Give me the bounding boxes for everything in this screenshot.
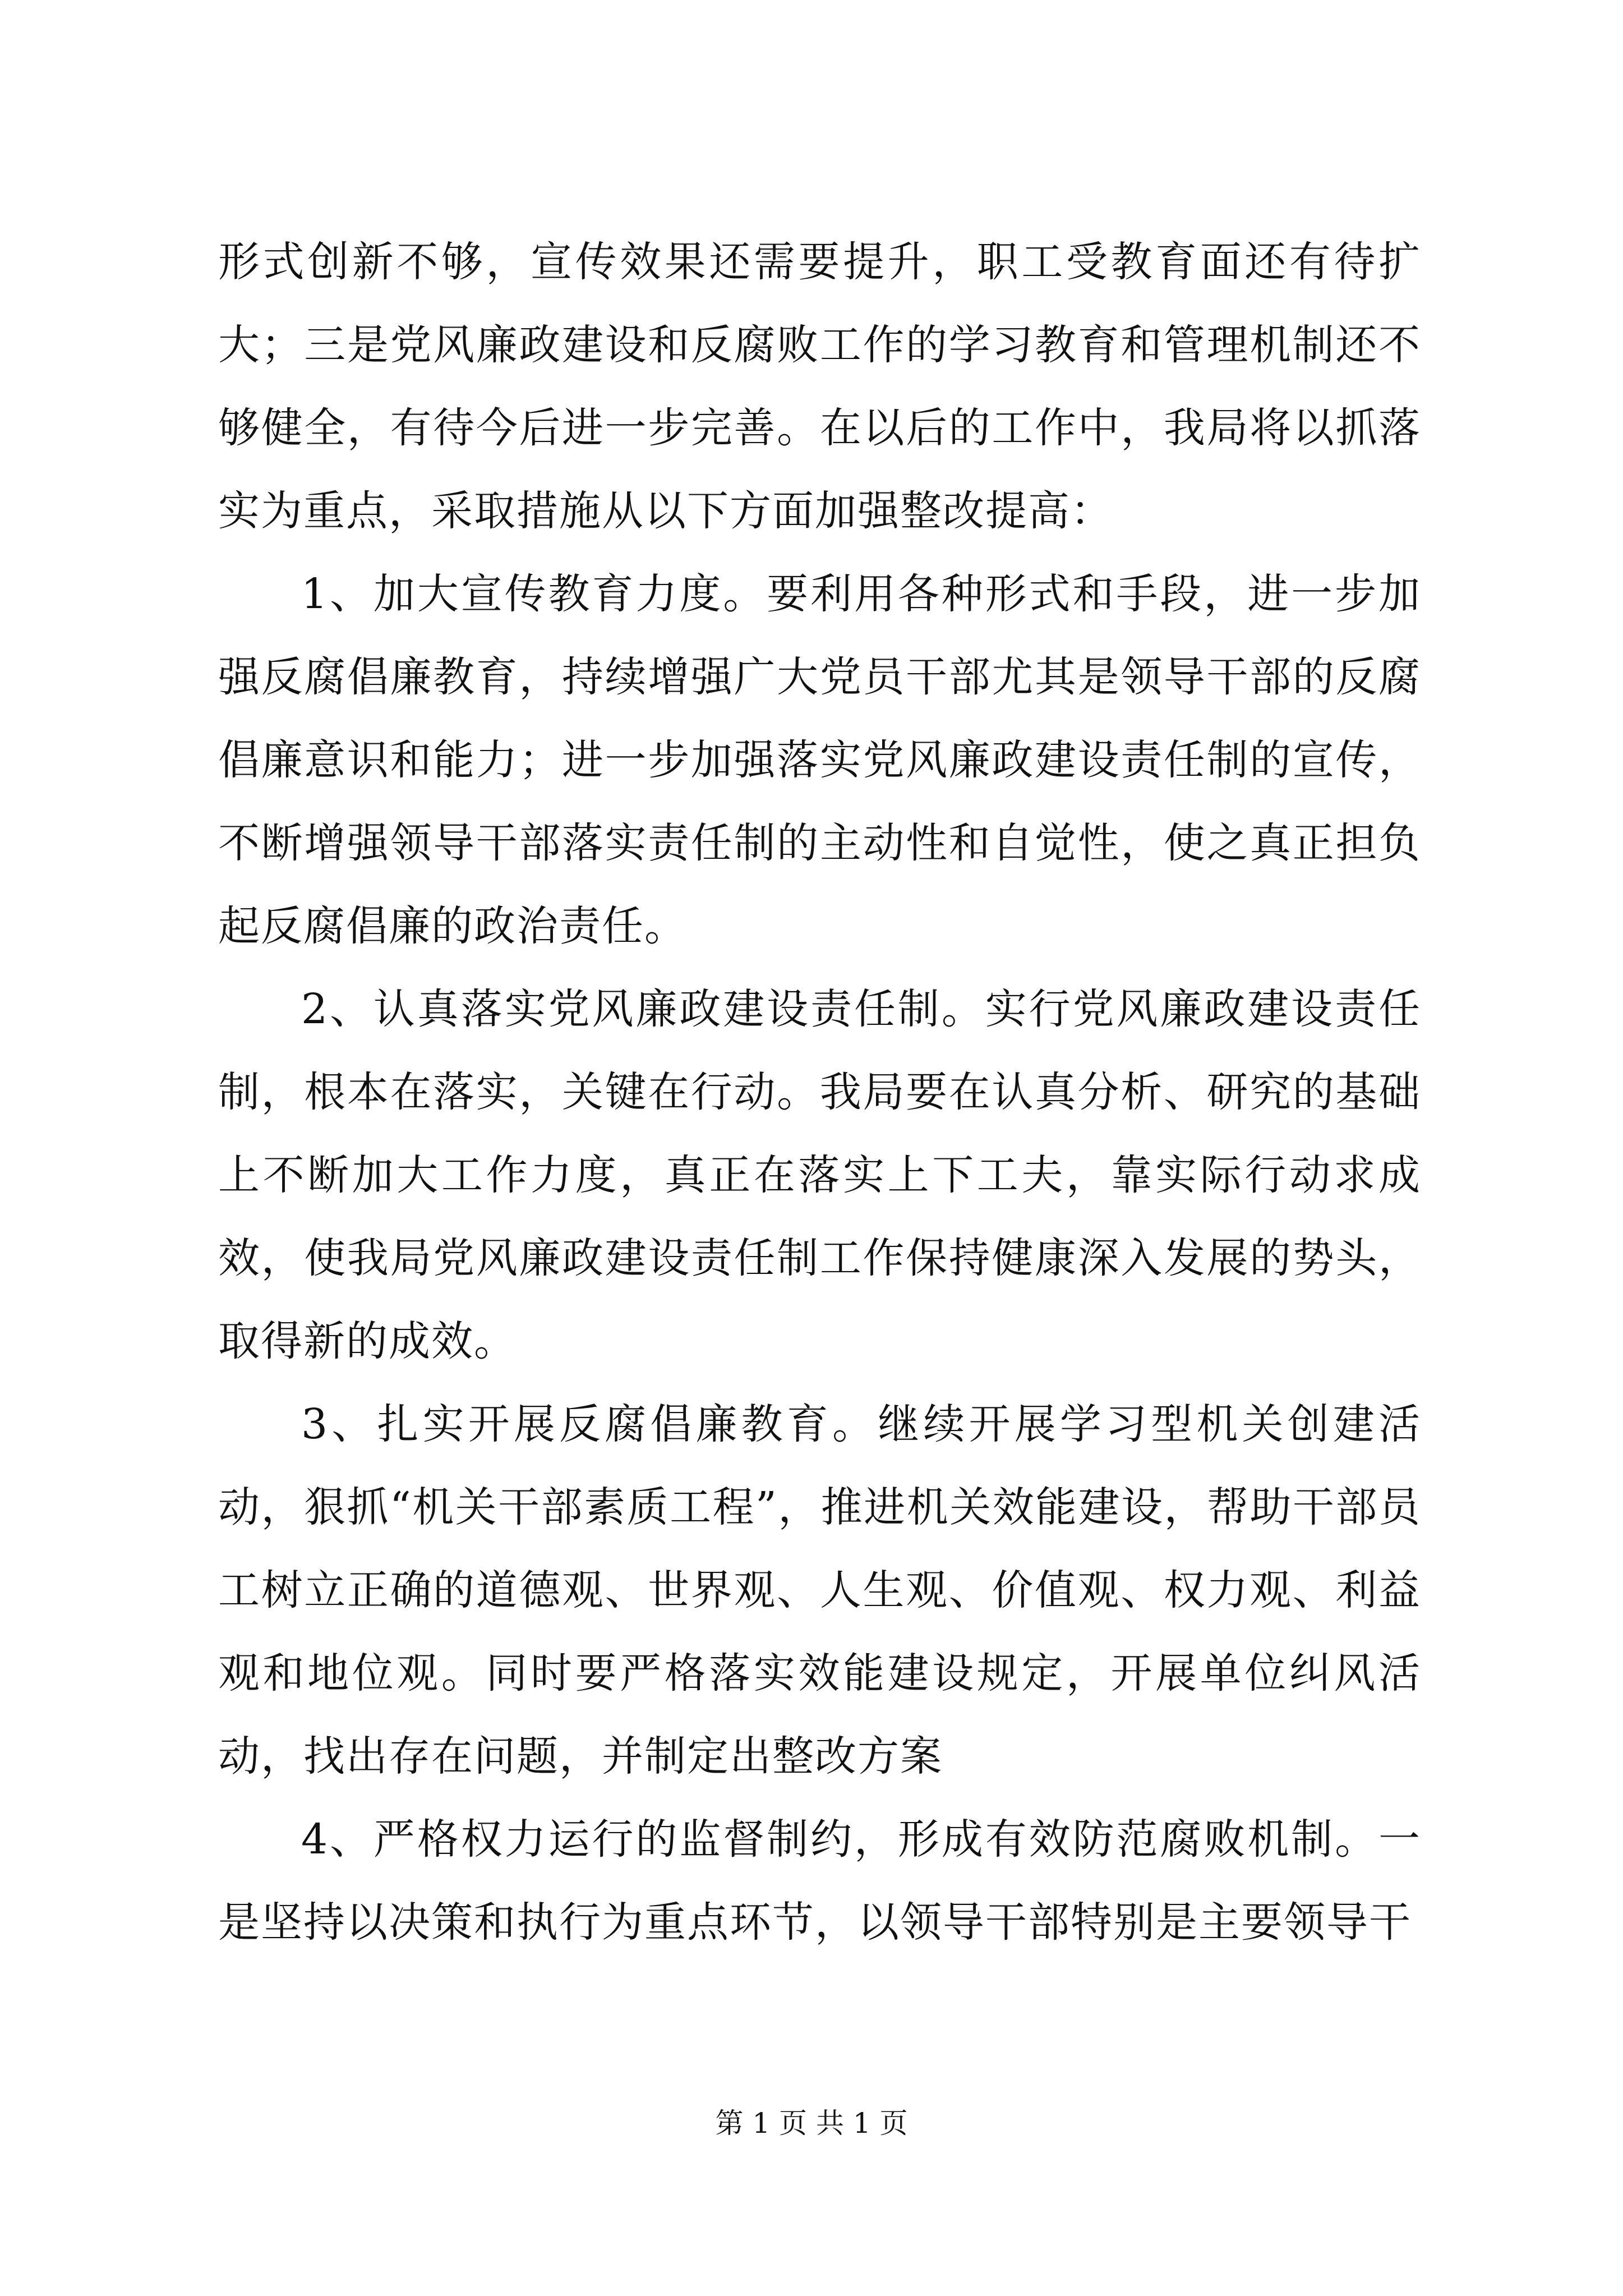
paragraph-item-1: 1、加大宣传教育力度。要利用各种形式和手段，进一步加强反腐倡廉教育，持续增强广大党员干部尤其是领导干部的反腐倡廉意识和能力；进一步加强落实党风廉政建设责任制的宣传，不断增强领导干部落实责任制的主动性和自觉性，使之真正担负起反腐倡廉的政治责任。	[218, 570, 1421, 950]
paragraph-item-2: 2、认真落实党风廉政建设责任制。实行党风廉政建设责任制，根本在落实，关键在行动。我局要在认真分析、研究的基础上不断加大工作力度，真正在落实上下工夫，靠实际行动求成效，使我局党风廉政建设责任制工作保持健康深入发展的势头，取得新的成效。	[218, 985, 1421, 1365]
paragraph-item-3: 3、扎实开展反腐倡廉教育。继续开展学习型机关创建活动，狠抓“机关干部素质工程”，推进机关效能建设，帮助干部员工树立正确的道德观、世界观、人生观、价值观、权力观、利益观和地位观。同时要严格落实效能建设规定，开展单位纠风活动，找出存在问题，并制定出整改方案	[218, 1400, 1421, 1780]
document-body	[218, 220, 1421, 1964]
paragraph-item-4: 4、严格权力运行的监督制约，形成有效防范腐败机制。一是坚持以决策和执行为重点环节，以领导干部特别是主要领导干	[218, 1815, 1421, 1947]
paragraph-continuation: 形式创新不够，宣传效果还需要提升，职工受教育面还有待扩大；三是党风廉政建设和反腐败工作的学习教育和管理机制还不够健全，有待今后进一步完善。在以后的工作中，我局将以抓落实为重点，采取措施从以下方面加强整改提高：	[218, 238, 1421, 535]
page-footer: 第 1 页 共 1 页	[715, 2107, 908, 2139]
